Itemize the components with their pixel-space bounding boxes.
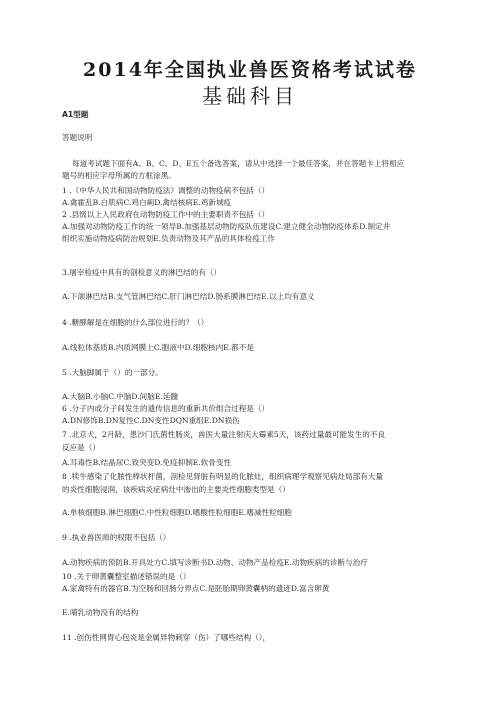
answer-options-9: A.动物疾病的预防B.开具处方C.填写诊断书D.动物、动物产品检疫E.动物疾病的诊断与治疗 (62, 558, 368, 567)
question-1: 1 .《中华人民共和国动物防疫法》调整的动物疫病不包括（） (62, 186, 270, 195)
instructions-heading: 答题说明 (62, 133, 93, 142)
answer-options-10a: A.家禽特有的器官B.为空肠和回肠分界点C.是胚胎期卵黄囊柄的遗迹D.富含卵黄 (62, 584, 330, 593)
answer-options-2b: 组织实施动物疫病防治规划E.负责动物及其产品的具体检疫工作 (62, 234, 275, 243)
answer-options-2a: A.加强对动物防疫工作的统一领导B.加强基层动物防疫队伍建设C.建立健全动物防疫体系D.制定并 (62, 222, 391, 231)
question-9: 9 .执业兽医师的权限不包括（） (62, 533, 171, 542)
question-10: 10 .关于卵黄囊整室描述错误的是（） (62, 572, 191, 581)
answer-options-3: A.下颌淋巴结B.支气管淋巴结C.肝门淋巴结D.肠系膜淋巴结E.以上均有意义 (62, 292, 315, 301)
answer-options-6: A.DN修饰B.DN复性C.DN变性DQN重组E.DN损伤 (62, 416, 240, 425)
answer-options-1: A.禽霍乱B.白肌病C.鸡白痢D.禽结核病E.鸡新城疫 (62, 198, 232, 207)
question-11: 11 .创伤性网胃心包炎是金属异物刺穿（伤）了哪些结构（）， (62, 633, 271, 642)
exam-title: 2014年全国执业兽医资格考试试卷 (83, 59, 417, 81)
question-5: 5 .大脑脚属于（）的一部分。 (62, 368, 163, 377)
answer-options-4: A.线粒体基质B.内质网膜上C.胞液中D.细胞核内E.都不是 (62, 343, 254, 352)
answer-options-10b: E.哺乳动物没有的结构 (62, 608, 139, 617)
question-7a: 7 .北京犬，2月龄，患沙门氏菌性肠炎，兽医大量注射庆大霉素5天，该药过量最可能发生的不良 (62, 430, 386, 439)
question-4: 4 .糖酵解是在细胞的什么部位进行的？（） (62, 318, 209, 327)
question-8b: 的炎性细胞浸润，该疾病炎症病灶中渗出的主要炎性细胞类型是（） (62, 485, 290, 494)
question-7b: 反应是（） (62, 443, 100, 452)
instructions-text-1: 每道考试题下面有A、B、C、D、E五个备选答案，请从中选择一个最佳答案，并在答题卡上将相应 (72, 159, 405, 168)
answer-options-5: A.大脑B.小脑C.中脑D.间脑E.延髓 (62, 392, 178, 401)
instructions-text-2: 题号的相应字母所属的方框涂黑。 (62, 171, 176, 180)
question-6: 6 .分子内或分子间发生的遗传信息的重新共价组合过程是（） (62, 404, 270, 413)
section-label: A1型题 (62, 110, 89, 119)
answer-options-7: A.耳毒性B.结晶尿C.致突变D.免疫抑制E.软骨变性 (62, 458, 232, 467)
exam-subtitle: 基础科目 (202, 84, 298, 108)
question-8a: 8 .犊牛感染了化脓性棒状杆菌，剖检见肾脏有明显的化脓灶，组织病理学观察见病灶局部有大量 (62, 472, 383, 481)
question-2: 2 .县级以上人民政府在动物防疫工作中的主要职责不包括（） (62, 210, 270, 219)
question-3: 3.屠宰检疫中具有的剖检意义的淋巴结的有（） (62, 268, 222, 277)
answer-options-8: A.单核细胞B.淋巴细胞C.中性粒细胞D.嗜酸性粒细胞E.嗜减性粒细胞 (62, 508, 292, 517)
